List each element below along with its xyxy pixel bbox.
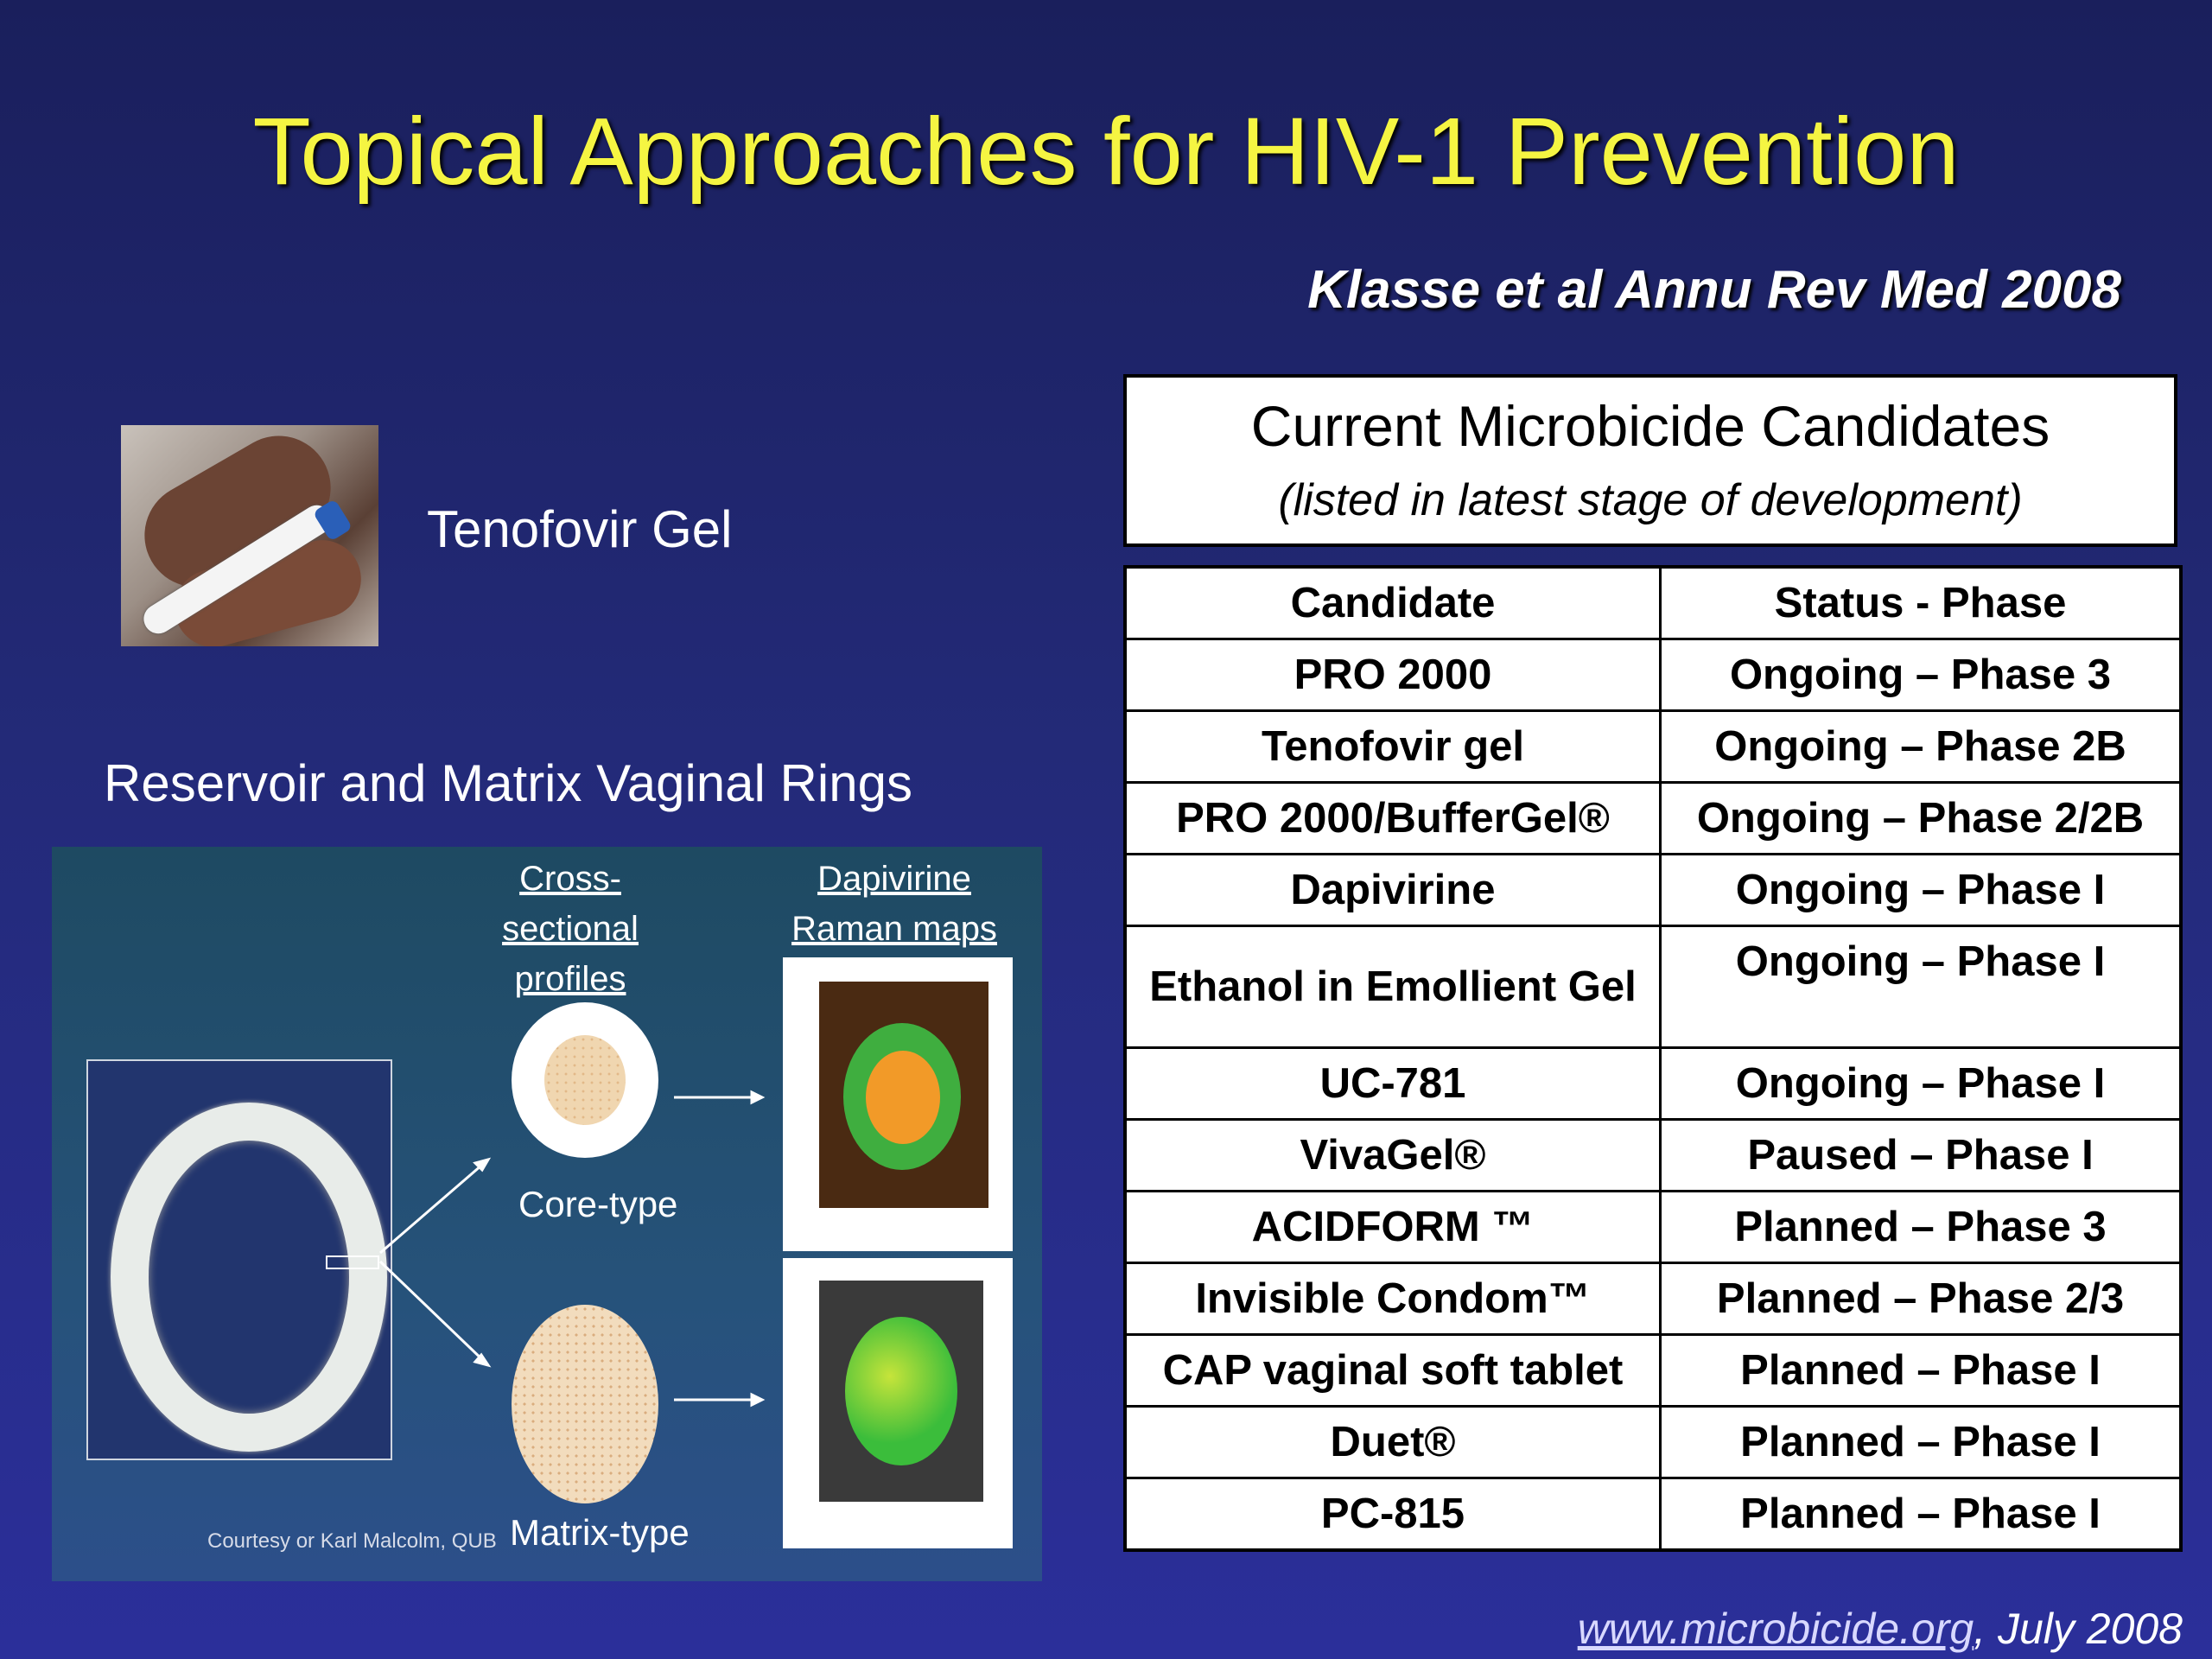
matrix-type-cross-section xyxy=(512,1305,658,1503)
status-cell: Planned – Phase I xyxy=(1661,1478,2182,1551)
figure-column-heading-maps: Dapivirine Raman maps xyxy=(791,860,997,948)
figure-column-heading-profiles: Cross-sectional profiles xyxy=(502,860,639,998)
table-row xyxy=(1125,783,2181,855)
rings-heading: Reservoir and Matrix Vaginal Rings xyxy=(104,754,912,812)
status-cell: Ongoing – Phase 2/2B xyxy=(1661,783,2182,855)
table-row xyxy=(1125,639,2181,711)
footer-date: , July 2008 xyxy=(1974,1605,2183,1653)
tenofovir-label: Tenofovir Gel xyxy=(427,500,733,558)
citation: Klasse et al Annu Rev Med 2008 xyxy=(1307,260,2121,320)
candidate-cell: VivaGel® xyxy=(1125,1120,1661,1192)
table-row xyxy=(1125,1263,2181,1335)
status-cell: Ongoing – Phase I xyxy=(1661,926,2182,1048)
status-cell: Planned – Phase 2/3 xyxy=(1661,1263,2182,1335)
matrix-type-label: Matrix-type xyxy=(510,1512,690,1553)
candidate-cell: PC-815 xyxy=(1125,1478,1661,1551)
table-row xyxy=(1125,926,2181,1048)
raman-map-matrix xyxy=(783,1258,1013,1548)
candidate-cell: UC-781 xyxy=(1125,1048,1661,1120)
status-cell: Paused – Phase I xyxy=(1661,1120,2182,1192)
candidate-cell: Dapivirine xyxy=(1125,855,1661,926)
figure-credit: Courtesy or Karl Malcolm, QUB xyxy=(207,1529,497,1553)
raman-map-core xyxy=(783,957,1013,1251)
microbicide-link[interactable]: www.microbicide.org xyxy=(1577,1605,1974,1653)
candidates-table xyxy=(1123,565,2183,1552)
status-cell: Planned – Phase I xyxy=(1661,1407,2182,1478)
table-row xyxy=(1125,855,2181,926)
table-row xyxy=(1125,711,2181,783)
candidate-cell: PRO 2000/BufferGel® xyxy=(1125,783,1661,855)
source-footer xyxy=(1578,1604,2183,1654)
status-cell: Ongoing – Phase 3 xyxy=(1661,639,2182,711)
status-cell: Planned – Phase 3 xyxy=(1661,1192,2182,1263)
status-cell: Ongoing – Phase I xyxy=(1661,1048,2182,1120)
candidate-cell: Duet® xyxy=(1125,1407,1661,1478)
core-type-label: Core-type xyxy=(518,1184,678,1224)
candidate-cell: ACIDFORM ™ xyxy=(1125,1192,1661,1263)
table-row xyxy=(1125,1120,2181,1192)
table-row xyxy=(1125,1407,2181,1478)
column-header-status: Status - Phase xyxy=(1661,567,2182,639)
table-row xyxy=(1125,1192,2181,1263)
table-row xyxy=(1125,1478,2181,1551)
column-header-candidate: Candidate xyxy=(1125,567,1661,639)
candidate-cell: PRO 2000 xyxy=(1125,639,1661,711)
status-cell: Ongoing – Phase I xyxy=(1661,855,2182,926)
candidate-cell: CAP vaginal soft tablet xyxy=(1125,1335,1661,1407)
table-row xyxy=(1125,1048,2181,1120)
slide-title: Topical Approaches for HIV-1 Prevention xyxy=(252,99,1960,205)
status-cell: Planned – Phase I xyxy=(1661,1335,2182,1407)
table-caption-box xyxy=(1123,374,2177,547)
table-subtitle: (listed in latest stage of development) xyxy=(1278,475,2023,525)
status-cell: Ongoing – Phase 2B xyxy=(1661,711,2182,783)
table-header-row xyxy=(1125,567,2181,639)
tenofovir-gel-photo xyxy=(121,425,378,646)
core-type-cross-section xyxy=(512,1002,658,1158)
table-row xyxy=(1125,1335,2181,1407)
candidate-cell: Invisible Condom™ xyxy=(1125,1263,1661,1335)
table-title: Current Microbicide Candidates xyxy=(1250,394,2050,458)
candidate-cell: Tenofovir gel xyxy=(1125,711,1661,783)
candidate-cell: Ethanol in Emollient Gel xyxy=(1125,926,1661,1048)
vaginal-rings-figure xyxy=(52,847,1042,1581)
